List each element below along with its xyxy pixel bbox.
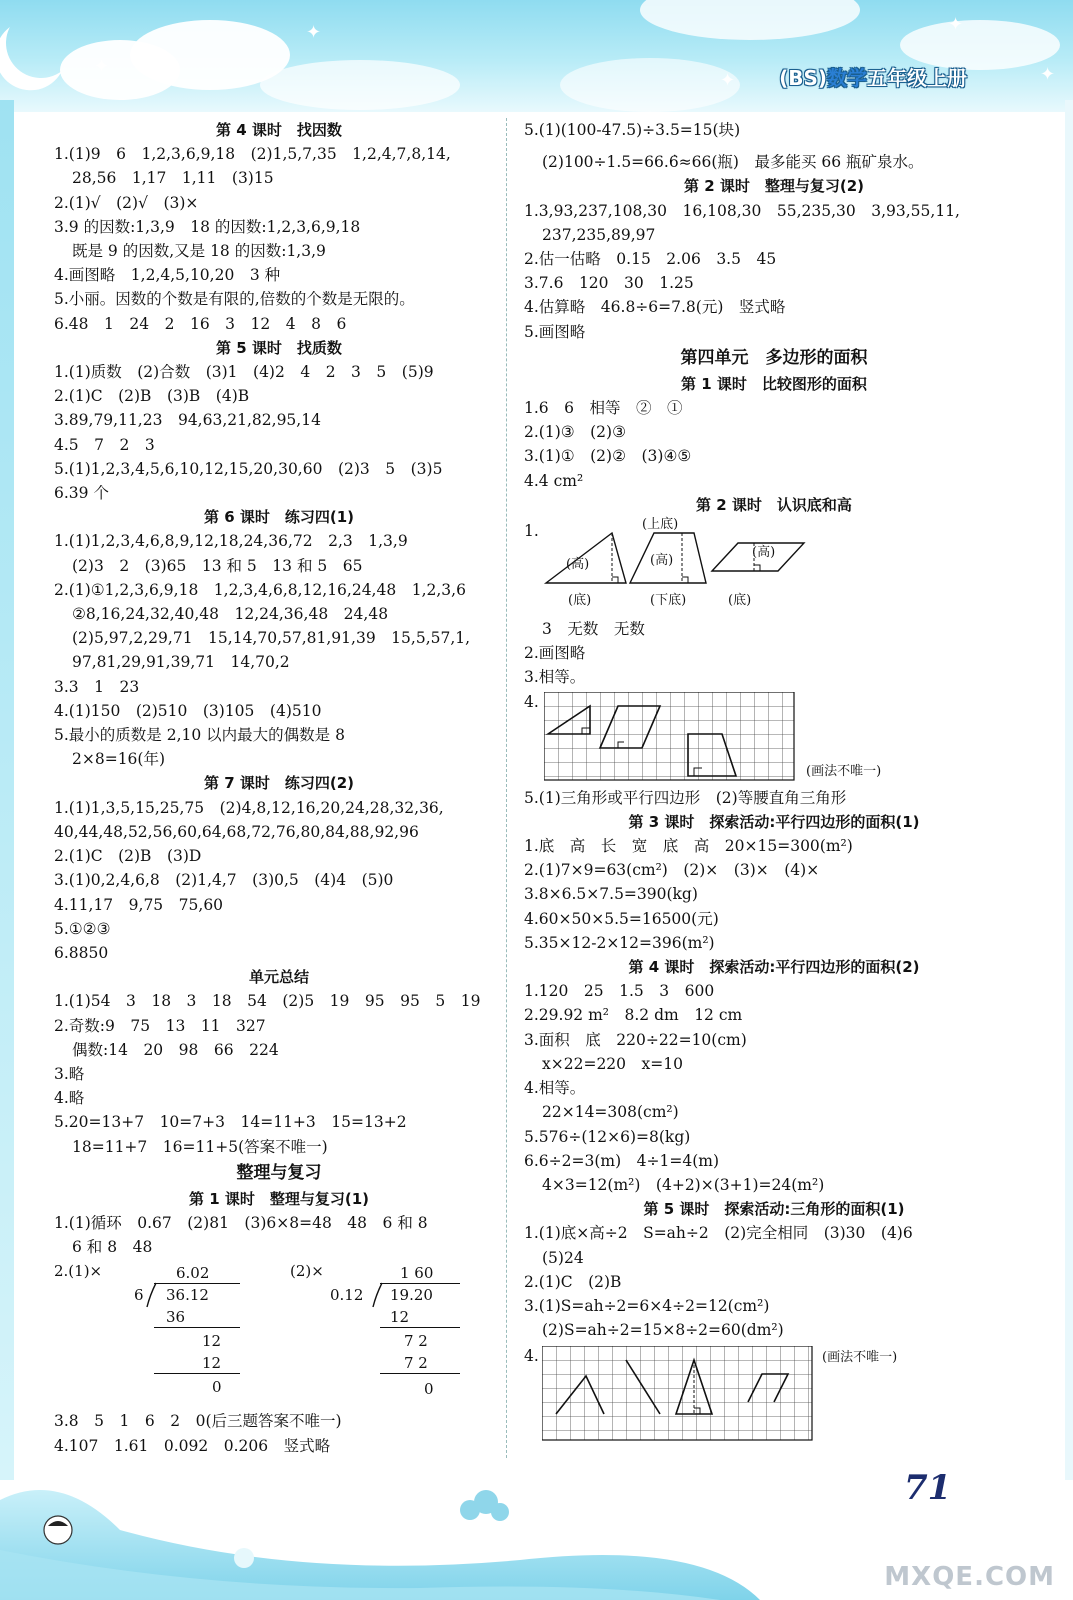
column-divider — [506, 118, 507, 1458]
quotient: 1 60 — [400, 1264, 434, 1283]
lesson-title: 第 4 课时 找因数 — [216, 121, 342, 139]
answer-line: 22×14=308(cm²) — [542, 1103, 679, 1122]
answer-line: 3.面积 底 220÷22=10(cm) — [524, 1030, 747, 1049]
answer-line: 1.(1)质数 (2)合数 (3)1 (4)2 4 2 3 5 (5)9 — [54, 363, 434, 382]
divisor: 0.12 — [330, 1286, 364, 1305]
book-title: (BS)数学五年级上册 — [779, 66, 967, 90]
answer-line: 1.(1)1,2,3,4,6,8,9,12,18,24,36,72 2,3 1,3,9 — [54, 532, 408, 551]
partial-remainder: 12 — [202, 1332, 222, 1351]
answer-line: 3.(1)S=ah÷2=6×4÷2=12(cm²) — [524, 1296, 770, 1315]
answer-line: 6.8850 — [54, 943, 109, 962]
lesson-title: 第 7 课时 练习四(2) — [203, 774, 355, 793]
answer-label: 1. — [524, 522, 539, 541]
answer-line: 4.相等。 — [524, 1079, 586, 1098]
answer-label: 4. — [524, 1347, 539, 1366]
height-label: (高) — [752, 545, 776, 561]
lesson-title: 单元总结 — [248, 968, 309, 987]
star-icon: ✦ — [94, 56, 110, 77]
answer-label: 2.(1)× — [54, 1262, 103, 1281]
lesson-title: 第 2 课时 整理与复习(2) — [683, 177, 865, 196]
answer-line: 3.3 1 23 — [54, 677, 140, 696]
page-number: 71 — [904, 1468, 952, 1508]
remainder: 0 — [424, 1380, 434, 1399]
answer-line: 2.(1)C (2)B (3)B (4)B — [54, 387, 250, 406]
answer-line: 4.画图略 1,2,4,5,10,20 3 种 — [54, 266, 281, 285]
partial-product: 12 — [390, 1308, 410, 1327]
remainder: 0 — [212, 1378, 222, 1397]
partial-product: 36 — [166, 1308, 186, 1327]
answer-line: 2.(1)C (2)B — [524, 1272, 622, 1291]
partial-remainder: 7 2 — [404, 1332, 428, 1351]
answer-line: 3.相等。 — [524, 668, 586, 687]
base-label: (底) — [728, 593, 752, 609]
answer-line: 5.20=13+7 10=7+3 14=11+3 15=13+2 — [54, 1113, 407, 1132]
answer-line: 5.576÷(12×6)=8(kg) — [524, 1127, 691, 1146]
grid-paper — [542, 1346, 814, 1442]
drawing-note: (画法不唯一) — [822, 1350, 898, 1366]
answer-line: (2)100÷1.5=66.6̇≈66(瓶) 最多能买 66 瓶矿泉水。 — [542, 153, 924, 172]
answer-line: 3 无数 无数 — [542, 620, 645, 639]
top-base-label: (上底) — [642, 517, 679, 533]
answer-line: 4.11,17 9,75 75,60 — [54, 895, 224, 914]
subtraction-line — [380, 1373, 460, 1374]
quotient: 6.02 — [176, 1264, 210, 1283]
answer-line: 3.9 的因数:1,3,9 18 的因数:1,2,3,6,9,18 — [54, 217, 361, 236]
right-margin-bar — [1065, 100, 1073, 1480]
answer-line: 6.6÷2=3(m) 4÷1=4(m) — [524, 1151, 719, 1170]
answer-line: 4.107 1.61 0.092 0.206 竖式略 — [54, 1436, 331, 1455]
lesson-title: 第 5 课时 探索活动:三角形的面积(1) — [643, 1200, 905, 1219]
lesson-title: 第 5 课时 找质数 — [216, 338, 342, 357]
answer-line: 5.35×12-2×12=396(m²) — [524, 933, 715, 952]
lesson-title: 第 6 课时 练习四(1) — [203, 508, 355, 527]
answer-line: 2.(1)√ (2)√ (3)× — [54, 193, 199, 212]
answer-line: 1.(1)循环 0.67 (2)81 (3)6×8=48 48 6 和 8 — [54, 1213, 428, 1232]
answer-line: 4.(1)150 (2)510 (3)105 (4)510 — [54, 701, 322, 720]
drawing-note: (画法不唯一) — [806, 763, 882, 779]
answer-line: 5.①②③ — [54, 919, 111, 938]
star-icon: ✦ — [1040, 64, 1056, 85]
answer-line: 3.8×6.5×7.5=390(kg) — [524, 885, 698, 904]
answer-line: 1.(1)54 3 18 3 18 54 (2)5 19 95 95 5 19 — [54, 992, 481, 1011]
answer-line: 3.89,79,11,23 94,63,21,82,95,14 — [54, 411, 321, 430]
base-label: (底) — [568, 593, 592, 609]
answer-line: 5.(1)(100-47.5)÷3.5=15(块) — [524, 121, 741, 139]
answer-line: 2.(1)③ (2)③ — [524, 423, 626, 442]
answer-line: 4.4 cm² — [524, 471, 584, 490]
answer-line: 4.60×50×5.5=16500(元) — [524, 909, 719, 928]
answer-line: 6 和 8 48 — [72, 1238, 153, 1257]
answer-line: 2.估一估略 0.15 2.06 3.5 45 — [524, 250, 777, 269]
answer-line: 2.(1)C (2)B (3)D — [54, 847, 202, 866]
answer-line: 3.7.6 120 30 1.25 — [524, 274, 694, 293]
partial-product: 12 — [202, 1354, 222, 1373]
answer-line: 4.估算略 46.8÷6=7.8(元) 竖式略 — [524, 298, 786, 317]
height-label: (高) — [566, 557, 590, 573]
answer-line: x×22=220 x=10 — [542, 1054, 683, 1073]
answer-line: 1.120 25 1.5 3 600 — [524, 982, 715, 1001]
cloud-decoration — [260, 60, 460, 110]
answer-label: (2)× — [290, 1262, 324, 1281]
answer-line: 3.8 5 1 6 2 0(后三题答案不唯一) — [54, 1412, 342, 1431]
grid-drawing-q4 — [524, 690, 1024, 786]
answer-line: ②8,16,24,32,40,48 12,24,36,48 24,48 — [72, 605, 389, 624]
answer-line: 5.(1)三角形或平行四边形 (2)等腰直角三角形 — [524, 788, 847, 807]
answer-line: (2)3 2 (3)65 13 和 5 13 和 5 65 — [72, 556, 363, 575]
answer-line: (5)24 — [542, 1248, 584, 1267]
answer-line: (2)S=ah÷2=15×8÷2=60(dm²) — [542, 1321, 784, 1340]
lesson-title: 第 3 课时 探索活动:平行四边形的面积(1) — [628, 812, 920, 831]
cloud-decoration — [560, 58, 740, 112]
lesson-title: 第 1 课时 整理与复习(1) — [188, 1189, 370, 1208]
answer-line: 4.略 — [54, 1089, 85, 1108]
cloud-decoration — [640, 0, 860, 40]
subject-word: 数学 — [827, 66, 867, 90]
division-bracket — [146, 1281, 158, 1309]
answer-line: 1.(1)底×高÷2 S=ah÷2 (2)完全相同 (3)30 (4)6 — [524, 1224, 913, 1243]
answer-line: 5.(1)1,2,3,4,5,6,10,12,15,20,30,60 (2)3 5 (3)5 — [54, 459, 443, 478]
answer-line: 40,44,48,52,56,60,64,68,72,76,80,84,88,92,96 — [54, 822, 419, 841]
answer-line: 既是 9 的因数,又是 18 的因数:1,3,9 — [72, 242, 326, 261]
answer-line: 2.(1)①1,2,3,6,9,18 1,2,3,4,6,8,12,16,24,48 1,2,3,6 — [54, 580, 466, 599]
left-margin-bar — [0, 100, 14, 1480]
answer-line: 3.(1)① (2)② (3)④⑤ — [524, 447, 692, 466]
answer-line: 2.奇数:9 75 13 11 327 — [54, 1016, 266, 1035]
answer-line: 4.5 7 2 3 — [54, 435, 155, 454]
divisor: 6 — [134, 1286, 144, 1305]
left-column — [54, 118, 504, 1458]
right-column — [524, 118, 1024, 1444]
watermark-text: MXQE.COM — [884, 1562, 1055, 1592]
answer-line: 3.略 — [54, 1064, 85, 1083]
subtraction-line — [154, 1327, 240, 1328]
answer-line: 18=11+7 16=11+5(答案不唯一) — [72, 1137, 328, 1156]
long-division-figures — [54, 1259, 504, 1409]
answer-line: 5.小丽。因数的个数是有限的,倍数的个数是无限的。 — [54, 290, 415, 309]
dividend: 36.12 — [166, 1286, 209, 1305]
answer-line: 5.画图略 — [524, 322, 586, 341]
answer-line: 4×3=12(m²) (4+2)×(3+1)=24(m²) — [542, 1175, 825, 1194]
height-label: (高) — [650, 553, 674, 569]
lesson-title: 第 2 课时 认识底和高 — [696, 495, 852, 514]
answer-line: 1.(1)9 6 1,2,3,6,9,18 (2)1,5,7,35 1,2,4,7,8,14, — [54, 145, 451, 164]
answer-line: 97,81,29,91,39,71 14,70,2 — [72, 653, 290, 672]
bottom-base-label: (下底) — [650, 593, 687, 609]
star-icon: ✦ — [720, 70, 736, 91]
partial-product: 7 2 — [404, 1354, 428, 1373]
subtraction-line — [154, 1373, 240, 1374]
base-height-figures — [524, 517, 1024, 617]
answer-line: 1.底 高 长 宽 底 高 20×15=300(m²) — [524, 837, 853, 856]
dividend: 19.20 — [390, 1286, 433, 1305]
lesson-title: 第 4 课时 探索活动:平行四边形的面积(2) — [628, 958, 920, 977]
answer-line: 1.3,93,237,108,30 16,108,30 55,235,30 3,93,55,11, — [524, 201, 960, 220]
unit-title: 第四单元 多边形的面积 — [680, 347, 868, 368]
division-bracket — [372, 1281, 384, 1309]
answer-line: 28,56 1,17 1,11 (3)15 — [72, 169, 274, 188]
star-icon: ✦ — [948, 14, 964, 35]
answer-line: 6.39 个 — [54, 484, 109, 503]
answer-line: 5.最小的质数是 2,10 以内最大的偶数是 8 — [54, 726, 345, 745]
answer-line: 1.6 6 相等 ② ① — [524, 399, 683, 418]
header-banner — [0, 0, 1073, 112]
lesson-title: 第 1 课时 比较图形的面积 — [681, 374, 867, 393]
answer-line: 3.(1)0,2,4,6,8 (2)1,4,7 (3)0,5 (4)4 (5)0 — [54, 871, 394, 890]
answer-line: 2.画图略 — [524, 644, 586, 663]
answer-line: 1.(1)1,3,5,15,25,75 (2)4,8,12,16,20,24,28,32,36, — [54, 798, 444, 817]
answer-line: 偶数:14 20 98 66 224 — [72, 1040, 279, 1059]
answer-line: 2.(1)7×9=63(cm²) (2)× (3)× (4)× — [524, 861, 820, 880]
answer-label: 4. — [524, 692, 539, 711]
unit-title: 整理与复习 — [236, 1162, 322, 1183]
star-icon: ✦ — [306, 22, 322, 43]
answer-line: (2)5,97,2,29,71 15,14,70,57,81,91,39 15,5,57,1, — [72, 629, 471, 648]
grid-paper — [544, 692, 796, 782]
answer-line: 6.48 1 24 2 16 3 12 4 8 6 — [54, 314, 347, 333]
answer-line: 2×8=16(年) — [72, 750, 166, 769]
answer-line: 237,235,89,97 — [542, 225, 656, 244]
answer-line: 2.29.92 m² 8.2 dm 12 cm — [524, 1006, 743, 1025]
grid-drawing-triangles — [524, 1344, 1024, 1444]
subtraction-line — [380, 1327, 460, 1328]
